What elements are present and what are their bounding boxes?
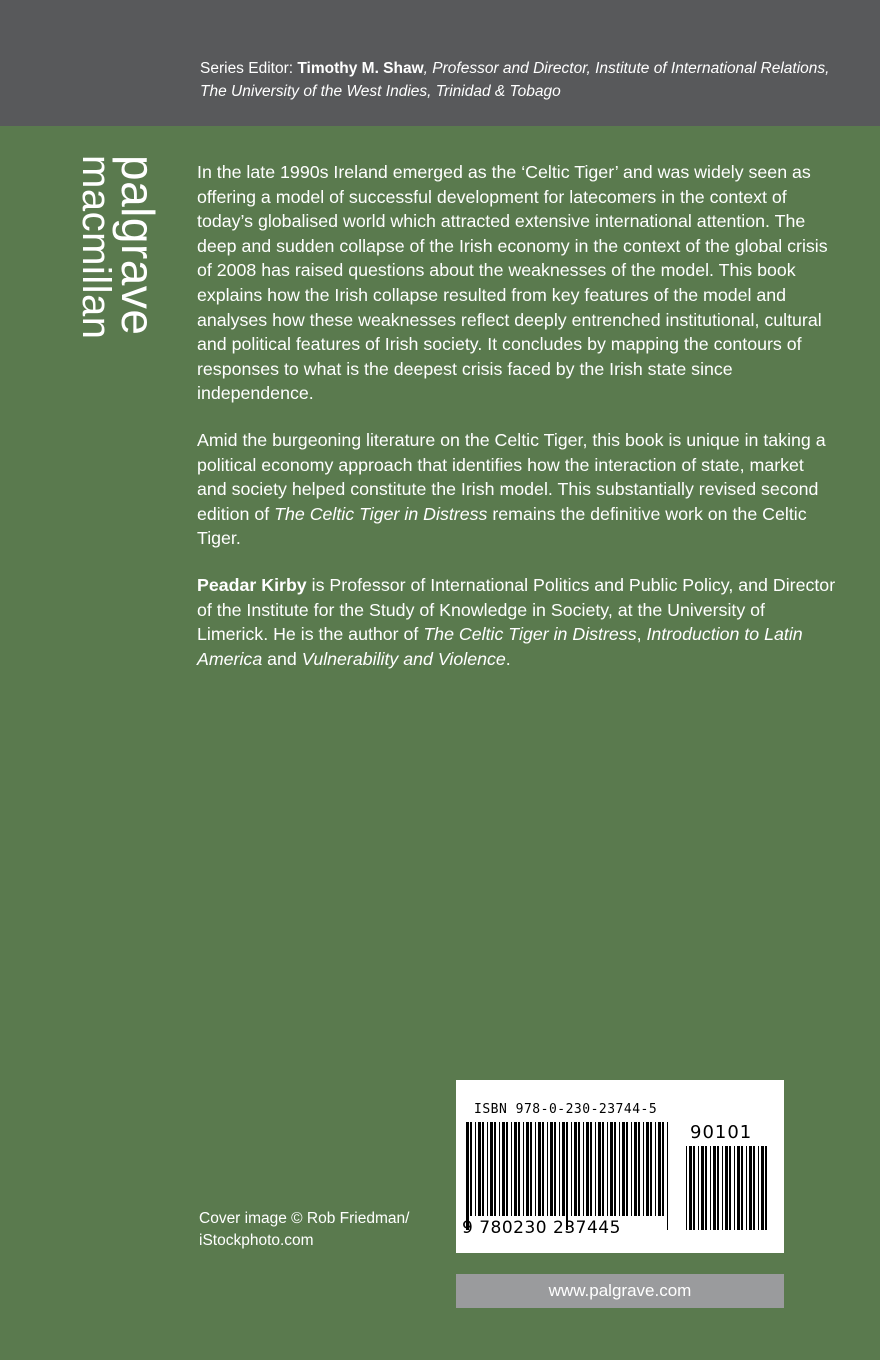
blurb-p2-end: remains the definitive work on the Celtic Tiger. (197, 503, 807, 549)
barcode-bar (758, 1146, 759, 1230)
barcode-bar (518, 1122, 520, 1216)
barcode-bar (571, 1122, 572, 1216)
logo-palgrave: palgrave (112, 155, 164, 336)
barcode-bar (722, 1146, 723, 1230)
barcode-bar (686, 1146, 687, 1230)
barcode-bar (713, 1146, 716, 1230)
barcode-bar (698, 1146, 699, 1230)
barcode-bar (607, 1122, 608, 1216)
barcode-bar (710, 1146, 711, 1230)
barcode-bar (619, 1122, 620, 1216)
barcode-bar (502, 1122, 505, 1216)
barcode-bar (705, 1146, 707, 1230)
credit-line-1: Cover image © Rob Friedman/ (199, 1210, 410, 1227)
barcode-bar (470, 1122, 472, 1216)
barcode-bar (499, 1122, 500, 1216)
barcode-addon-number: 90101 (690, 1122, 753, 1143)
logo-macmillan: macmillan (74, 155, 118, 340)
barcode-bar (749, 1146, 752, 1230)
author-name: Peadar Kirby (197, 574, 307, 595)
barcode-bar (559, 1122, 560, 1216)
barcode-bar (490, 1122, 493, 1216)
barcode-bar (574, 1122, 577, 1216)
barcode-bar (595, 1122, 596, 1216)
barcode-bar (638, 1122, 640, 1216)
barcode-bar (634, 1122, 637, 1216)
barcode-bar (554, 1122, 556, 1216)
author-bio-text: is Professor of International Politics and Public Policy, and Director of the Institute for the Study of Knowledge in Society, at the University of Limerick. He is the author of (197, 574, 836, 645)
series-editor-name: Timothy M. Shaw (297, 60, 424, 77)
author-bio (197, 573, 837, 671)
author-book-3: Vulnerability and Violence (301, 648, 506, 669)
barcode-bar (542, 1122, 544, 1216)
barcode-bar (590, 1122, 592, 1216)
barcode-bar (523, 1122, 524, 1216)
barcode-bar (583, 1122, 584, 1216)
cover-image-credit (199, 1208, 439, 1252)
barcode-bar (761, 1146, 764, 1230)
barcode-bar (734, 1146, 735, 1230)
barcode-bar (614, 1122, 616, 1216)
barcode-bar (725, 1146, 728, 1230)
author-book-2: Introduction to Latin America (197, 624, 803, 669)
barcode-bar (646, 1122, 649, 1216)
barcode-bar (717, 1146, 719, 1230)
author-book-1: The Celtic Tiger in Distress (423, 624, 637, 645)
barcode-bar (765, 1146, 767, 1230)
publisher-website: www.palgrave.com (456, 1274, 784, 1308)
barcode-bar (622, 1122, 625, 1216)
series-editor-role: Professor and Director, Institute of International Relations, The University of the West Indies, Trinidad & Tobago (200, 60, 830, 100)
barcode-bar (535, 1122, 536, 1216)
blurb-p2-title: The Celtic Tiger in Distress (274, 503, 488, 524)
barcode-bar (701, 1146, 704, 1230)
barcode-bar (753, 1146, 755, 1230)
barcode-bar (482, 1122, 484, 1216)
barcode-bar (598, 1122, 601, 1216)
barcode-bar (729, 1146, 731, 1230)
author-bio-end: . (505, 648, 511, 669)
barcode-bar (547, 1122, 548, 1216)
barcode-bar (602, 1122, 604, 1216)
barcode-bar (746, 1146, 747, 1230)
barcode-bar (689, 1146, 692, 1230)
barcode-bar (693, 1146, 695, 1230)
series-editor-text (200, 57, 840, 103)
barcode-bar (586, 1122, 589, 1216)
barcode-addon-bars (684, 1146, 770, 1230)
series-header-band (0, 0, 880, 126)
blurb-paragraph-1: In the late 1990s Ireland emerged as the ‘Celtic Tiger’ and was widely seen as offering a model of successful development for latecomers in the context of today’s globalised world which attracted extensive international attention. The deep and sudden collapse of the Irish economy in the context of the global crisis of 2008 has raised questions about the weaknesses of the model. This book explains how the Irish collapse resulted from key features of the model and analyses how these weaknesses reflect deeply entrenched institutional, cultural and political features of Irish society. It concludes by mapping the contours of responses to what is the deepest crisis faced by the Irish state since independence. (197, 162, 828, 404)
barcode-bar (643, 1122, 644, 1216)
barcode-bar (662, 1122, 664, 1216)
barcode-bar (466, 1122, 469, 1230)
series-editor-label: Series Editor: (200, 60, 298, 77)
barcode-bar (655, 1122, 656, 1216)
barcode-bar (487, 1122, 488, 1216)
barcode-main-number: 9 780230 237445 (462, 1218, 621, 1238)
barcode-bar (550, 1122, 553, 1216)
barcode-bar (478, 1122, 481, 1216)
blurb-p2-start: Amid the burgeoning literature on the Celtic Tiger, this book is unique in taking a political economy approach that identifies how the interaction of state, market and society helped constitute the Irish model. This substantially revised second edition of (197, 429, 826, 524)
barcode-bar (658, 1122, 661, 1216)
barcode-bar (526, 1122, 529, 1216)
barcode-bar (610, 1122, 613, 1216)
isbn-label: ISBN 978-0-230-23744-5 (474, 1102, 658, 1117)
barcode-bar (511, 1122, 512, 1216)
author-book-sep-2: and (262, 648, 302, 669)
barcode-bar (631, 1122, 632, 1216)
barcode-bar (566, 1122, 568, 1230)
barcode-bar (562, 1122, 565, 1216)
barcode-bar (475, 1122, 476, 1216)
barcode-bar (494, 1122, 496, 1216)
series-editor-sep: , (423, 60, 433, 77)
palgrave-macmillan-logo (70, 155, 164, 355)
credit-line-2: iStockphoto.com (199, 1232, 314, 1249)
barcode-bar (667, 1122, 668, 1230)
isbn-barcode (456, 1080, 784, 1253)
blurb (197, 160, 837, 693)
barcode-bar (578, 1122, 580, 1216)
barcode-bar (626, 1122, 628, 1216)
barcode-bar (737, 1146, 740, 1230)
barcode-bar (530, 1122, 532, 1216)
barcode-bar (538, 1122, 541, 1216)
barcode-bar (506, 1122, 508, 1216)
blurb-paragraph-2 (197, 428, 837, 551)
barcode-bar (741, 1146, 743, 1230)
barcode-bar (650, 1122, 652, 1216)
barcode-main-bars (464, 1122, 672, 1230)
barcode-bar (514, 1122, 517, 1216)
author-book-sep-1: , (636, 624, 647, 645)
